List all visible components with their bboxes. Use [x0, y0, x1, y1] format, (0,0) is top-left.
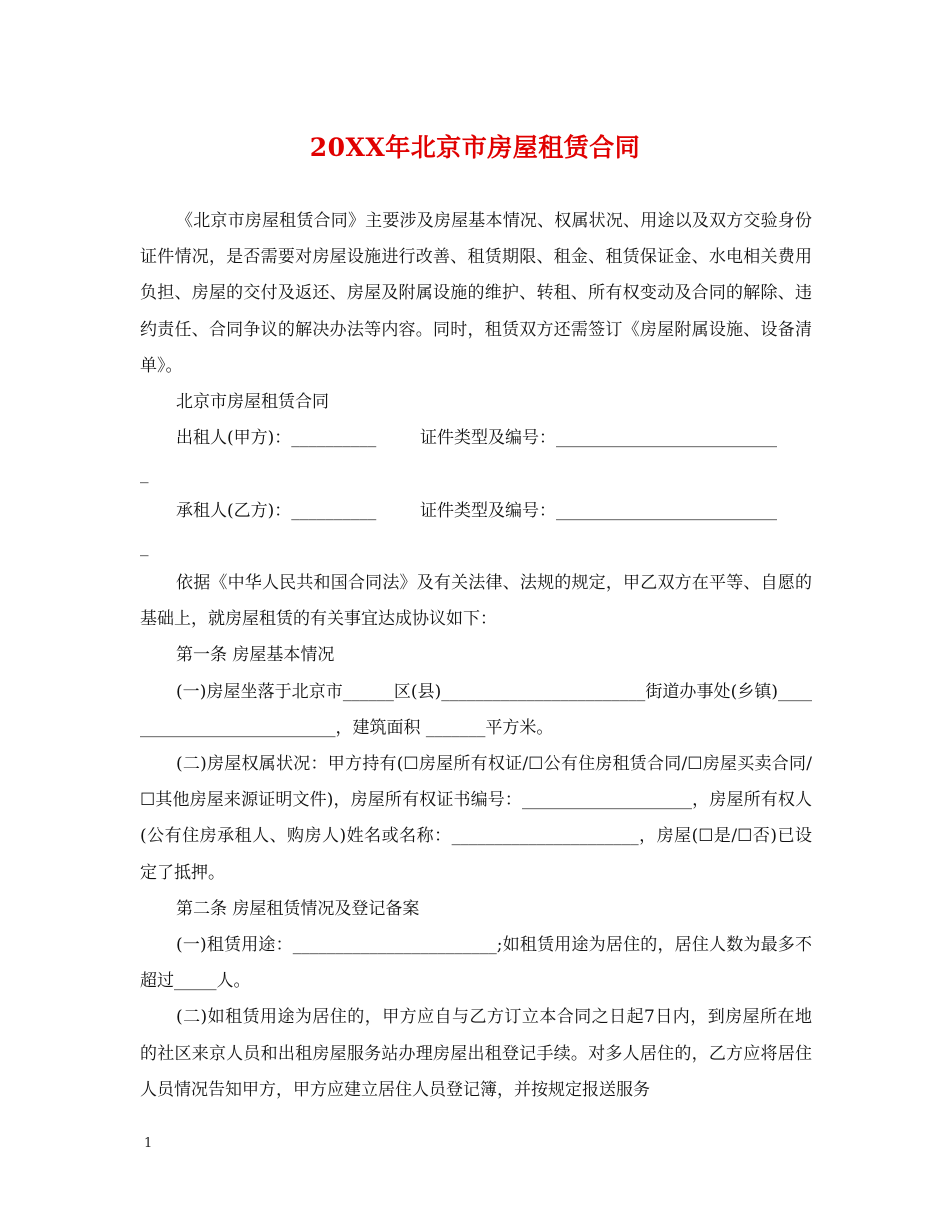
page-number: 1	[144, 1136, 153, 1151]
intro-paragraph: 《北京市房屋租赁合同》主要涉及房屋基本情况、权属状况、用途以及双方交验身份证件情况，是否需要对房屋设施进行改善、租赁期限、租金、租赁保证金、水电相关费用负担、房屋的交付及返还、房屋及附属设施的维护、转租、所有权变动及合同的解除、违约责任、合同争议的解决办法等内容。同时，租赁双方还需签订《房屋附属设施、设备清单》。	[140, 211, 812, 376]
contract-subtitle: 北京市房屋租赁合同	[176, 392, 329, 413]
lessor-line	[140, 420, 812, 456]
article1-item2: (二)房屋权属状况：甲方持有(☐房屋所有权证/☐公有住房租赁合同/☐房屋买卖合同/☐其他房屋来源证明文件)，房屋所有权证书编号：____________________，房屋所有权人(公有住房承租人、购房人)姓名或名称：______________________，房屋(☐是/☐否)已设定了抵押。	[140, 753, 812, 883]
lessor-line-tail: _	[140, 464, 149, 485]
lessor-id-label: 证件类型及编号：__________________________	[420, 428, 777, 449]
lessor-label: 出租人(甲方)：__________	[176, 428, 377, 449]
basis-paragraph: 依据《中华人民共和国合同法》及有关法律、法规的规定，甲乙双方在平等、自愿的基础上，就房屋租赁的有关事宜达成协议如下：	[140, 572, 812, 630]
lessee-line	[140, 493, 812, 529]
document-body	[140, 203, 812, 1108]
document-title: 20XX年北京市房屋租赁合同	[309, 133, 641, 162]
lessee-label: 承租人(乙方)：__________	[176, 500, 377, 521]
lessee-id-label: 证件类型及编号：__________________________	[420, 500, 777, 521]
article2-item1: (一)租赁用途：________________________;如租赁用途为居住的，居住人数为最多不超过_____人。	[140, 935, 812, 992]
article2-heading: 第二条 房屋租赁情况及登记备案	[176, 898, 420, 919]
article1-item1: (一)房屋坐落于北京市______区(县)________________________街道办事处(乡镇)___________________________，建筑面积 _______平方米。	[140, 681, 812, 738]
lessee-line-tail: _	[140, 536, 149, 557]
article2-item2: (二)如租赁用途为居住的，甲方应自与乙方订立本合同之日起7日内，到房屋所在地的社区来京人员和出租房屋服务站办理房屋出租登记手续。对多人居住的，乙方应将居住人员情况告知甲方，甲方应建立居住人员登记簿，并按规定报送服务	[140, 1007, 812, 1100]
article1-heading: 第一条 房屋基本情况	[176, 645, 335, 666]
